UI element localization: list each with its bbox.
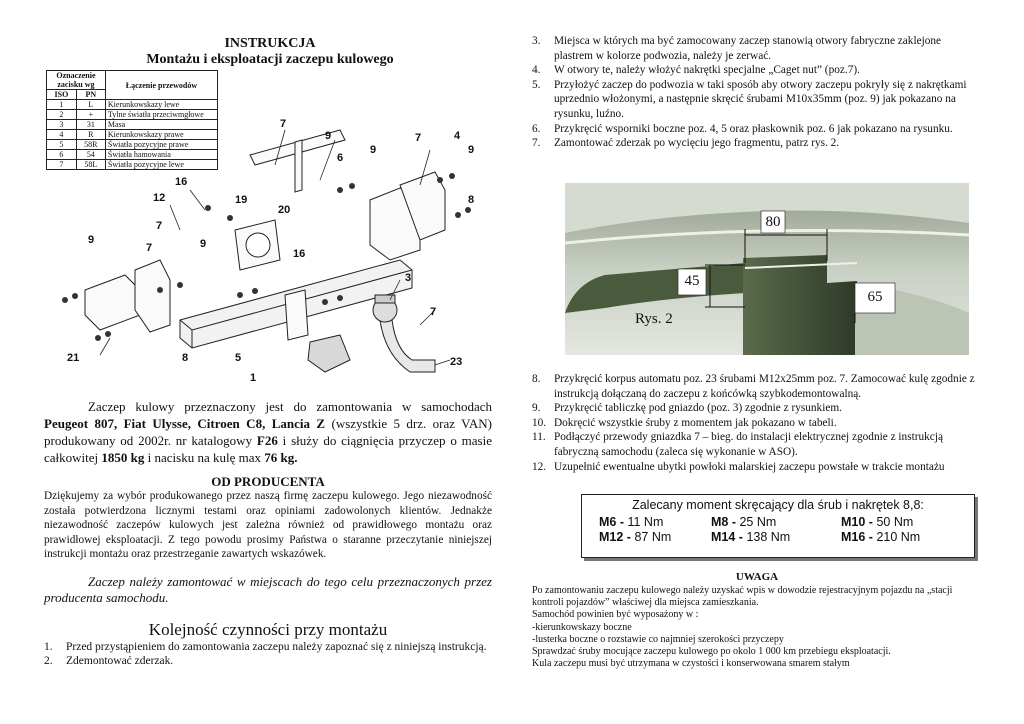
part-callout: 5 bbox=[235, 352, 242, 364]
step-item bbox=[532, 63, 982, 78]
torque-size: M14 - bbox=[711, 530, 743, 544]
torque-size: M6 - bbox=[599, 515, 624, 529]
step-item bbox=[44, 640, 492, 654]
wiring-cell-pn: 58L bbox=[76, 160, 105, 170]
step-text: Przykręcić korpus automatu poz. 23 śrubami M12x25mm poz. 7. Zamocować kulę zgodnie z instrukcją dołączaną do zaczepu z końcówką szybkodemontowalną. bbox=[554, 373, 975, 400]
wiring-cell-desc: Kierunkowskazy lewe bbox=[105, 100, 217, 110]
step-text: Przykręcić tabliczkę pod gniazdo (poz. 3) zgodnie z rysunkiem. bbox=[554, 402, 842, 415]
torque-item bbox=[711, 530, 841, 545]
uwaga-line: -kierunkowskazy boczne bbox=[532, 621, 632, 633]
step-text: Przed przystąpieniem do zamontowania zaczepu należy zapoznać się z niniejszą instrukcją. bbox=[66, 641, 487, 653]
part-callout: 20 bbox=[278, 204, 291, 216]
producer-italic: Zaczep należy zamontować w miejscach do tego celu przeznaczonych przez producenta samochodu. bbox=[44, 574, 492, 605]
document-title: INSTRUKCJA bbox=[224, 36, 316, 51]
torque-item bbox=[599, 515, 711, 530]
wiring-cell-desc: Kierunkowskazy prawe bbox=[105, 130, 217, 140]
producer-heading: OD PRODUCENTA bbox=[211, 474, 325, 489]
step-text: Miejsca w których ma być zamocowany zaczep stanowią otwory fabryczne zaklejone plastrem w kolorze podwozia, należy je zerwać. bbox=[554, 35, 942, 62]
part-callout: 7 bbox=[156, 220, 163, 232]
part-callout: 7 bbox=[430, 306, 437, 318]
uwaga-line: Sprawdzać śruby mocujące zaczepu kulowego po okolo 1 000 km przebiegu eksploatacji. bbox=[532, 646, 891, 658]
step-number: 8. bbox=[532, 373, 541, 385]
wiring-cell-iso: 2 bbox=[47, 110, 77, 120]
step-text: W otwory te, należy włożyć nakrętki specjalne „Caget nut” (poz.7). bbox=[554, 64, 860, 77]
torque-size: M16 - bbox=[841, 530, 873, 544]
step-text: Zamontować zderzak po wycięciu jego fragmentu, patrz rys. 2. bbox=[554, 137, 840, 150]
wiring-cell-pn: 31 bbox=[76, 120, 105, 130]
step-item bbox=[532, 416, 982, 431]
diagram-drawing bbox=[40, 110, 510, 395]
part-callout: 9 bbox=[325, 130, 332, 142]
document-subtitle: Montażu i eksploatacji zaczepu kulowego bbox=[146, 52, 394, 67]
wiring-cell-iso: 1 bbox=[47, 100, 77, 110]
torque-heading: Zalecany moment skręcający dla śrub i nakrętek 8,8: bbox=[632, 498, 924, 512]
col-pn: PN bbox=[76, 90, 105, 100]
part-callout: 19 bbox=[235, 194, 248, 206]
part-callout: 16 bbox=[175, 176, 188, 188]
desc-catalog: F26 bbox=[256, 433, 278, 448]
step-number: 11. bbox=[532, 431, 546, 444]
wiring-cell-pn: R bbox=[76, 130, 105, 140]
bumper-cut-photo bbox=[565, 183, 969, 355]
step-text: Uzupełnić ewentualne ubytki powłoki malarskiej zaczepu powstałe w trakcie montażu bbox=[554, 460, 945, 473]
uwaga-heading: UWAGA bbox=[735, 571, 779, 583]
wiring-cell-pn: L bbox=[76, 100, 105, 110]
part-callout: 7 bbox=[280, 118, 287, 130]
bumper-photo-drawing bbox=[565, 183, 969, 355]
step-item bbox=[532, 78, 982, 122]
desc-mass: 1850 kg bbox=[101, 450, 145, 465]
torque-value: 87 Nm bbox=[634, 530, 672, 544]
dim-left: 45 bbox=[684, 273, 700, 289]
part-callout: 9 bbox=[468, 144, 475, 156]
steps-right2-list bbox=[532, 372, 982, 474]
steps-right-list bbox=[532, 34, 982, 151]
step-item bbox=[532, 372, 982, 401]
part-callout: 7 bbox=[415, 132, 422, 144]
wiring-cell-desc: Tylne światła przeciwmgłowe bbox=[105, 110, 217, 120]
order-heading: Kolejność czynności przy montażu bbox=[148, 620, 388, 639]
step-text: Podłączyć przewody gniazdka 7 – bieg. do instalacji elektrycznej zgodnie z instrukcją fabryczną samochodu (zaleca się wykonanie w ASO). bbox=[554, 431, 943, 458]
torque-item bbox=[599, 530, 711, 545]
step-number: 10. bbox=[532, 416, 547, 429]
wiring-cell-iso: 6 bbox=[47, 150, 77, 160]
wiring-cell-pn: + bbox=[76, 110, 105, 120]
part-callout: 9 bbox=[370, 144, 377, 156]
step-item bbox=[44, 654, 492, 668]
uwaga-body bbox=[532, 585, 982, 670]
torque-size: M10 - bbox=[841, 515, 873, 529]
step-number: 7. bbox=[532, 137, 541, 150]
part-callout: 6 bbox=[337, 152, 344, 164]
torque-item bbox=[841, 530, 971, 545]
wiring-cell-iso: 3 bbox=[47, 120, 77, 130]
part-callout: 12 bbox=[153, 192, 166, 204]
towbar-exploded-diagram bbox=[40, 110, 510, 395]
wiring-cell-iso: 4 bbox=[47, 130, 77, 140]
part-callout: 7 bbox=[146, 242, 153, 254]
wiring-row bbox=[47, 100, 218, 110]
producer-note bbox=[44, 574, 492, 606]
torque-value: 210 Nm bbox=[876, 530, 921, 544]
step-number: 3. bbox=[532, 35, 541, 47]
product-description bbox=[44, 398, 492, 466]
dim-right: 65 bbox=[867, 289, 883, 305]
steps-left-list bbox=[44, 640, 492, 669]
step-number: 6. bbox=[532, 122, 541, 135]
torque-size: M12 - bbox=[599, 530, 631, 544]
uwaga-line: -lusterka boczne o rozstawie co najmniej szerokości przyczepy bbox=[532, 633, 784, 645]
part-callout: 1 bbox=[250, 372, 257, 384]
torque-value: 138 Nm bbox=[746, 530, 791, 544]
part-callout: 3 bbox=[405, 272, 412, 284]
step-item bbox=[532, 460, 982, 475]
desc-cars: Peugeot 807, Fiat Ulysse, Citroen C8, Lancia Z bbox=[44, 416, 326, 431]
torque-table bbox=[581, 494, 975, 558]
wiring-cell-pn: 54 bbox=[76, 150, 105, 160]
uwaga-line: Samochód powinien być wyposażony w : bbox=[532, 609, 699, 621]
wiring-cell-desc: Światła hamowania bbox=[105, 150, 217, 160]
torque-value: 25 Nm bbox=[739, 515, 777, 529]
wiring-cell-iso: 5 bbox=[47, 140, 77, 150]
step-text: Przykręcić wsporniki boczne poz. 4, 5 oraz płaskownik poz. 6 jak pokazano na rysunku. bbox=[554, 122, 953, 135]
uwaga-line: Po zamontowaniu zaczepu kulowego należy uzyskać wpis w dowodzie rejestracyjnym pojazdu na „stacji kontroli pojazdów” właściwej dla miejsca zamieszkania. bbox=[532, 585, 953, 609]
torque-value: 11 Nm bbox=[627, 515, 664, 529]
part-callout: 16 bbox=[293, 248, 306, 260]
part-callout: 9 bbox=[88, 234, 95, 246]
torque-size: M8 - bbox=[711, 515, 736, 529]
step-number: 12. bbox=[532, 460, 547, 473]
part-callout: 4 bbox=[454, 130, 461, 142]
part-callout: 8 bbox=[468, 194, 475, 206]
desc-text-1: Zaczep kulowy przeznaczony jest do zamontowania w samochodach bbox=[88, 399, 492, 414]
step-item bbox=[532, 136, 982, 151]
step-number: 1. bbox=[44, 641, 53, 653]
col-connection: Łączenie przewodów bbox=[105, 71, 217, 100]
wiring-cell-pn: 58R bbox=[76, 140, 105, 150]
step-text: Przyłożyć zaczep do podwozia w taki sposób aby otwory zaczepu pokryły się z nakrętkami uprzednio włożonymi, a następnie skręcić śrubami M10x35mm (poz. 9) jak pokazano na rysunku, luźno. bbox=[554, 78, 967, 120]
part-callout: 8 bbox=[182, 352, 189, 364]
desc-load: 76 kg. bbox=[264, 450, 298, 465]
torque-item bbox=[841, 515, 971, 530]
desc-text-2: (wszystkie 5 drz. oraz VAN) produkowany od 2002r. nr katalogowy bbox=[44, 416, 492, 448]
torque-item bbox=[711, 515, 841, 530]
desc-text-4: i nacisku na kulę max bbox=[147, 450, 261, 465]
step-item bbox=[532, 34, 982, 63]
step-text: Zdemontować zderzak. bbox=[66, 655, 174, 668]
step-item bbox=[532, 401, 982, 416]
wiring-cell-desc: Światła pozycyjne lewe bbox=[105, 160, 217, 170]
wiring-cell-desc: Światła pozycyjne prawe bbox=[105, 140, 217, 150]
step-number: 9. bbox=[532, 402, 541, 415]
step-item bbox=[532, 122, 982, 137]
desc-text-3: i służy do ciągnięcia przyczep o masie całkowitej bbox=[44, 433, 492, 465]
step-number: 2. bbox=[44, 655, 53, 668]
wiring-cell-desc: Masa bbox=[105, 120, 217, 130]
torque-value: 50 Nm bbox=[876, 515, 914, 529]
photo-caption: Rys. 2 bbox=[635, 311, 673, 327]
step-number: 4. bbox=[532, 64, 541, 77]
col-marking: Oznaczenie zacisku wg bbox=[47, 71, 106, 90]
wiring-cell-iso: 7 bbox=[47, 160, 77, 170]
dim-top: 80 bbox=[765, 214, 781, 230]
producer-body: Dziękujemy za wybór produkowanego przez naszą firmę zaczepu kulowego. Jego niezawodność została potwierdzona licznymi testami oraz opiniami zadowolonych klientów. Jednakże niezawodność zaczepów kulowych jest zależna również od prawidłowego montażu oraz prawidłowej eksploatacji. Z tego powodu prosimy Państwa o staranne przeczytanie niniejszej instrukcji montażu oraz przestrzeganie zawartych wskazówek. bbox=[44, 490, 492, 561]
part-callout: 23 bbox=[450, 356, 463, 368]
step-item bbox=[532, 430, 982, 459]
uwaga-line: Kula zaczepu musi być utrzymana w czystości i konserwowana smarem stałym bbox=[532, 658, 850, 670]
step-number: 5. bbox=[532, 78, 541, 91]
col-iso: ISO bbox=[47, 90, 77, 100]
part-callout: 21 bbox=[67, 352, 80, 364]
part-callout: 9 bbox=[200, 238, 207, 250]
step-text: Dokręcić wszystkie śruby z momentem jak pokazano w tabeli. bbox=[554, 416, 837, 429]
